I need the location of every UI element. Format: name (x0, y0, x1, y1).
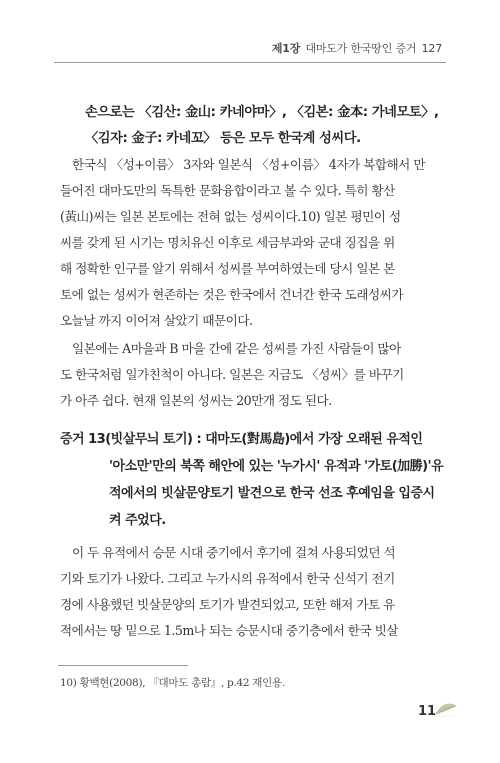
chapter-label: 제1장 (271, 42, 301, 55)
text-line: 적에서는 땅 밑으로 1.5m나 되는 승문시대 중기층에서 한국 빗살 (60, 623, 398, 638)
paragraph-1 (60, 152, 444, 334)
paragraph-2 (60, 336, 444, 414)
text-line: 토에 없는 성씨가 현존하는 것은 한국에서 건너간 한국 도래성씨가 (60, 287, 403, 302)
text-line: 들어진 대마도만의 독특한 문화융합이라고 볼 수 있다. 특히 황산 (60, 183, 395, 198)
text-line: 씨를 갖게 된 시기는 명치유신 이후로 세금부과와 군대 징집을 위 (60, 235, 395, 250)
text-line: (黃山)씨는 일본 본토에는 전혀 없는 성씨이다.10) 일본 평민이 성 (60, 209, 401, 224)
header-rule (54, 62, 446, 63)
evidence-block (60, 426, 448, 534)
chapter-title: 대마도가 한국땅인 증거 (305, 42, 417, 55)
text-line: 한국식 〈성+이름〉 3자와 일본식 〈성+이름〉 4자가 복합해서 만 (72, 157, 426, 172)
text-line: : 대마도(對馬島)에서 가장 오래된 유적인 (192, 432, 423, 447)
text-line: 켜 주었다. (109, 513, 166, 528)
footnote-rule (58, 665, 188, 666)
text-line: 해 정확한 인구를 알기 위해서 성씨를 부여하였는데 당시 일본 본 (60, 261, 395, 276)
text-line: 이 두 유적에서 승문 시대 중기에서 후기에 걸쳐 사용되었던 석 (72, 545, 396, 560)
paragraph-3 (60, 540, 444, 644)
header-page-number: 127 (421, 42, 442, 55)
text-line: 일본에는 A마을과 B 마을 간에 같은 성씨를 가진 사람들이 많아 (72, 341, 401, 356)
running-header (272, 40, 442, 56)
text-line: 경에 사용했던 빗살문양의 토기가 발견되었고, 또한 해저 가토 유 (60, 597, 395, 612)
bold-intro (85, 100, 445, 152)
text-line: '아소만'만의 북쪽 해안에 있는 '누가시' 유적과 '가토(加勝)'유 (109, 459, 444, 474)
text-line: 적에서의 빗살문양토기 발견으로 한국 선조 후예임을 입증시 (109, 486, 435, 501)
page-number: 11 (418, 704, 437, 719)
text-line: 〈김자: 金子: 카네꼬〉 등은 모두 한국계 성씨다. (85, 131, 361, 146)
leaf-ornament-icon (433, 700, 459, 718)
footnote: 10) 황백현(2008), 『대마도 총람』, p.42 재인용. (60, 677, 285, 689)
evidence-label: 증거 13(빗살무늬 토기) (60, 432, 193, 447)
text-line: 손으로는 〈김산: 金山: 카네야마〉, 〈김본: 金本: 가네모토〉, (85, 105, 439, 120)
text-line: 오늘날 까지 이어져 살았기 때문이다. (60, 313, 253, 328)
text-line: 가 아주 쉽다. 현재 일본의 성씨는 20만개 정도 된다. (60, 393, 332, 408)
text-line: 도 한국처럼 일가친척이 아니다. 일본은 지금도 〈성씨〉를 바꾸기 (60, 367, 404, 382)
text-line: 기와 토기가 나왔다. 그리고 누가시의 유적에서 한국 신석기 전기 (60, 571, 395, 586)
